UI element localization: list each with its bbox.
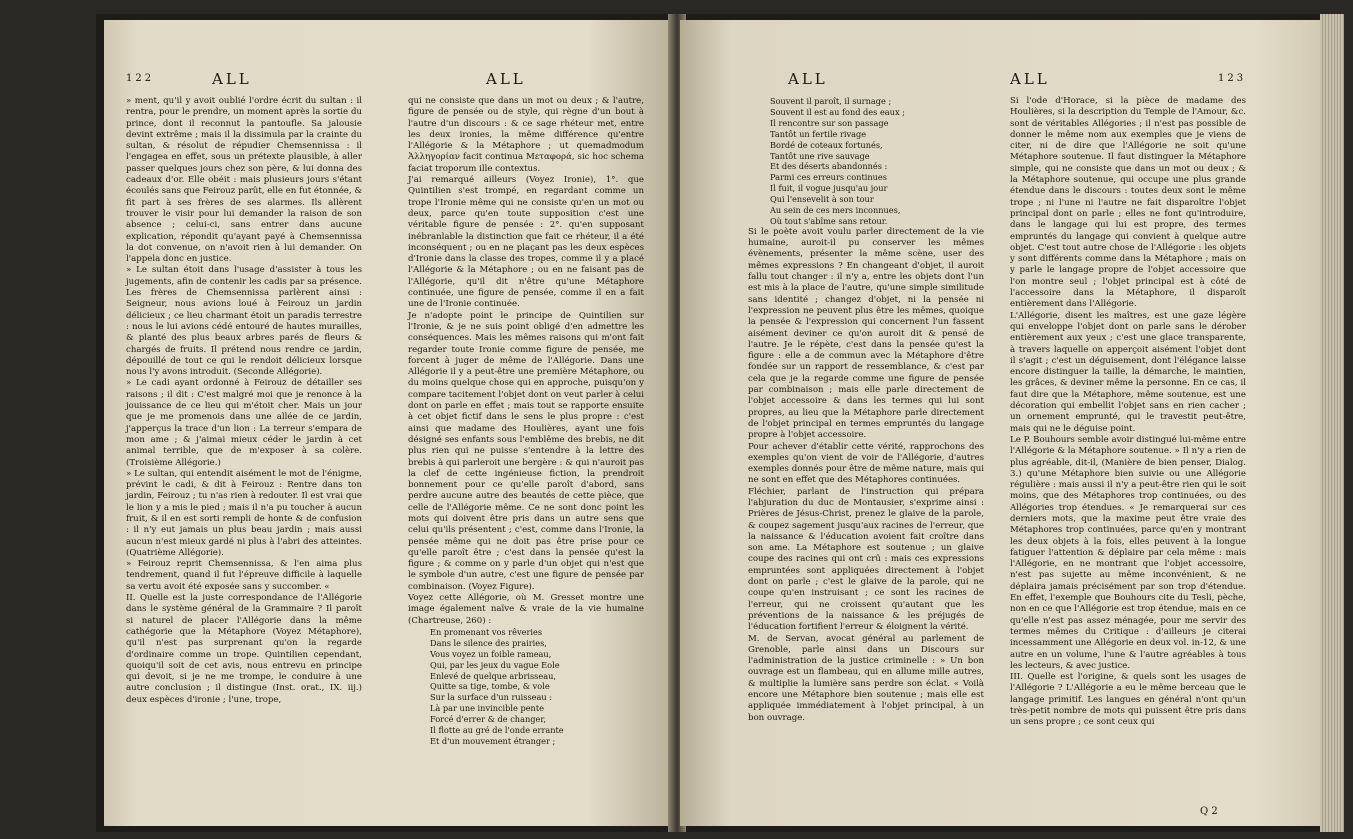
paragraph: » ment, qu'il y avoit oublié l'ordre écrit du sultan : il rentra, pour le prendre, un moment après la sortie du prince, dont il reconnut la pantoufle. Sa jalousie devint extrême ; mais il la dissimula par la crainte du sultan, & résolut de répudier Chemsennissa : il l'engagea en effet, sous un prétexte plausible, à aller passer quelques jours chez son père, & lui donna des cadeaux d'or. Elle obéit : mais plusieurs jours s'étant écoulés sans que Feirouz parût, elle en fut étonnée, & fit part à ses frères de ses alarmes. Ils allèrent trouver le visir pour lui demander la raison de son absence ; celui-ci, sans entrer dans aucune explication, répondit qu'ayant payé à Chemsennissa la dot convenue, on n'avoit rien à lui demander. On l'appela donc en justice. xyxy=(126,96,362,265)
paragraph: » Le sultan, qui entendit aisément le mot de l'énigme, prévint le cadi, & dit à Feirouz : Rentre dans ton jardin, Feirouz ; tu n'as rien à redouter. Il est vrai que le lion y a mis le pied ; mais il n'a pu toucher à aucun fruit, & il en est sorti rempli de honte & de confusion : il n'y eut jamais un plus beau jardin ; mais aussi aucun n'est mieux gardé ni plus à l'abri des atteintes. (Quatrième Allégorie). xyxy=(126,468,362,558)
poem-line: Vous voyez un foible rameau, xyxy=(430,648,552,659)
poem-line: Et d'un mouvement étranger ; xyxy=(430,736,556,747)
paragraph: Voyez cette Allégorie, où M. Gresset montre une image également naïve & vraie de la vie humaine (Chartreuse, 260) : xyxy=(408,593,644,626)
paragraph: L'Allégorie, disent les maîtres, est une gaze légère qui enveloppe l'objet dont on parle sans le dérober entièrement aux yeux ; c'est une glace transparente, à travers laquelle on apperçoit aisément l'objet dont il s'agit ; c'est un déguisement, dont l'élégance laisse encore distinguer la taille, la démarche, le maintien, les grâces, & deviner même la personne. En ce cas, il faut dire que la Métaphore, même soutenue, est une décoration qui embellit l'objet sans en rien cacher ; un ornement emprunté, qui le travestit peut-être, mais qui ne le déguise point. xyxy=(1010,310,1246,434)
poem-line: Qui l'ensevelit à son tour xyxy=(770,194,874,205)
paragraph: Fléchier, parlant de l'instruction qui prépara l'abjuration du duc de Montausier, s'exprime ainsi : Prières de Jésus-Christ, prenez le glaive de la parole, & coupez sagement jusqu'aux racines de l'erreur, que la naissance & l'éducation avoient fait croître dans son ame. La Métaphore est soutenue ; un glaive coupe des racines qui ont crû : mais ces expressions empruntées sont appliquées directement à l'objet dont on parle ; c'est le glaive de la parole, qui ne coupe qu'en instruisant ; ce sont les racines de l'erreur, qui ne croissent qu'autant que les préventions de la naissance & les préjugés de l'éducation fortifient l'erreur & éloignent la vérité. xyxy=(748,486,984,633)
paragraph: qui ne consiste que dans un mot ou deux ; & l'autre, figure de pensée ou de style, qui règne d'un bout à l'autre d'un discours : & ce sage rhéteur met, entre les deux ironies, la même différence qu'entre l'Allégorie & la Métaphore ; ut quemadmodum Ἀλληγορίαν facit continua Μεταφορά, sic hoc schema faciat troporum ille contextus. xyxy=(408,96,644,174)
poem-line: Il rencontre sur son passage xyxy=(770,117,889,128)
poem-line: Au sein de ces mers inconnues, xyxy=(770,205,901,216)
paragraph: Je n'adopte point le principe de Quintilien sur l'Ironie, & je ne suis point obligé d'en admettre les conséquences. Mais les mêmes raisons qui m'ont fait regarder toute Ironie comme figure de pensée, me forcent à juger de même de l'Allégorie. Dans une Allégorie il y a peut-être une première Métaphore, ou du moins quelque chose qui en approche, puisqu'on y compare tacitement l'objet dont on veut parler à celui dont on parle en effet ; mais tout se rapporte ensuite à cet objet fictif dans le sens le plus propre : c'est ainsi que madame des Houlières, ayant une fois désigné ses enfants sous l'emblême des brebis, ne dit plus rien qui ne puisse s'entendre à la lettre des brebis à qui parleroit une bergère : & qui n'auroit pas la clef de cette ingénieuse fiction, la prendroit bonnement pour ce qu'elle paroît d'abord, sans perdre aucune autre des beautés de cette pièce, que celle de l'Allégorie même. Ce ne sont donc point les mots qui doivent être pris dans un autre sens que celui qu'ils présentent ; c'est, comme dans l'Ironie, la pensée même qui ne doit pas être prise pour ce qu'elle paroît être ; c'est dans la pensée qu'est la figure ; & comme on y parle d'un objet qui n'est que le symbole d'un autre, c'est une figure de pensée par combinaison. (Voyez Figure). xyxy=(408,310,644,592)
poem-line: Sur la surface d'un ruisseau : xyxy=(430,692,553,703)
paragraph: » Feirouz reprit Chemsennissa, & l'en aima plus tendrement, quand il fut l'épreuve difficile à laquelle sa vertu avoit été exposée sans y succomber. « xyxy=(126,559,362,592)
paragraph: III. Quelle est l'origine, & quels sont les usages de l'Allégorie ? L'Allégorie a eu le même berceau que le langage primitif. Les langues en général n'ont qu'un très-petit nombre de mots qui puissent être pris dans un sens propre ; ce sont ceux qui xyxy=(1010,672,1246,728)
running-head-right: ALL xyxy=(1010,70,1050,88)
poem-line: Et des déserts abandonnés : xyxy=(770,161,888,172)
running-head-left: ALL xyxy=(788,70,828,88)
left-column-1 xyxy=(126,96,362,706)
poem-line: Enlevé de quelque arbrisseau, xyxy=(430,670,556,681)
poem-line: Forcé d'errer & de changer, xyxy=(430,714,546,725)
poem-line: En promenant vos rêveries xyxy=(430,626,543,637)
poem-line: Souvent il est au fond des eaux ; xyxy=(770,106,905,117)
paragraph: II. Quelle est la juste correspondance de l'Allégorie dans le système général de la Grammaire ? Il paroît si naturel de placer l'Allégorie dans la même cathégorie que la Métaphore (Voyez Métaphore), qu'il n'est pas surprenant qu'on la regarde d'ordinaire comme un trope. Quintilien cependant, quoiqu'il soit de cet avis, nous entrevu en principe qui devoit, si je ne me trompe, le conduire à une autre conclusion ; il distingue (Inst. orat., IX. iij.) deux espèces d'ironie ; l'une, trope, xyxy=(126,593,362,705)
paragraph: » Le cadi ayant ordonné à Feirouz de détailler ses raisons ; il dit : C'est malgré moi que je renonce à la jouissance de ce lieu qui m'étoit cher. Mais un jour que je me promenois dans une allée de ce jardin, j'apperçus la trace d'un lion : La terreur s'empara de mon ame ; & j'aimai mieux céder le jardin à cet animal terrible, que de m'exposer à sa colère. (Troisième Allégorie.) xyxy=(126,378,362,468)
poem-line: Bordé de coteaux fortunés, xyxy=(770,139,883,150)
paragraph: Si le poète avoit voulu parler directement de la vie humaine, auroit-il pu conserver les mêmes évènements, présenter la même scène, user des mêmes expressions ? En changeant d'objet, il auroit fallu tout changer : il n'y a, entre les objets dont l'un est mis à la place de l'autre, qu'une simple similitude sans identité ; changez d'objet, ni la pensée ni l'expression ne peuvent plus être les mêmes, quoique la pensée & l'expression qui concernent l'un fassent aisément deviner ce qu'on auroit dit & pensé de l'autre. Je le répète, c'est dans la pensée qu'est la figure : elle a de commun avec la Métaphore d'être fondée sur un rapport de ressemblance, & c'est par cela que je la regarde comme une figure de pensée par combinaison ; mais elle parle directement de l'objet accessoire & dans les termes qui lui sont propres, au lieu que la Métaphore parle directement de l'objet principal en termes empruntés du langage propre à l'objet accessoire. xyxy=(748,226,984,441)
left-running-head xyxy=(104,70,674,92)
signature-mark: Q 2 xyxy=(1200,806,1218,817)
left-page xyxy=(104,20,674,826)
poem-line: Où tout s'abîme sans retour. xyxy=(770,215,888,226)
poem-line: Quitte sa tige, tombe, & vole xyxy=(430,681,550,692)
right-column-2 xyxy=(1010,96,1246,729)
paragraph: J'ai remarqué ailleurs (Voyez Ironie), 1°. que Quintilien s'est trompé, en regardant comme un trope l'Ironie même qui ne consiste qu'en un mot ou deux, parce qu'en toute supposition c'est une véritable figure de pensée : 2°. qu'en supposant inébranlable la distinction que fait ce rhéteur, il a été inconséquent ; ou en ne plaçant pas les deux espèces d'Ironie dans la classe des tropes, comme il y a placé l'Allégorie & la Métaphore ; ou en ne faisant pas de l'Allégorie, qu'il dit n'être qu'une Métaphore continuée, une figure de pensée, comme il en a fait une de l'Ironie continuée. xyxy=(408,175,644,310)
poem-line: Qui, par les jeux du vague Eole xyxy=(430,659,560,670)
poem-line: Souvent il paroît, il surnage ; xyxy=(770,96,892,106)
right-running-head xyxy=(680,70,1320,92)
poem-line: Il fuit, il vogue jusqu'au jour xyxy=(770,183,888,194)
poem-line: Tantôt une rive sauvage xyxy=(770,150,870,161)
poem-line: Là par une invincible pente xyxy=(430,703,544,714)
page-number: 122 xyxy=(126,73,155,84)
left-column-2 xyxy=(408,96,644,747)
running-head-right: ALL xyxy=(486,70,526,88)
page-edges xyxy=(1320,14,1344,832)
paragraph: Le P. Bouhours semble avoir distingué lui-même entre l'Allégorie & la Métaphore soutenue. » Il n'y a rien de plus agréable, dit-il, (Manière de bien penser, Dialog. 3.) qu'une Métaphore bien suivie ou une Allégorie régulière : mais aussi il n'y a peut-être rien qui le soit moins, que des Métaphores trop continuées, ou des Allégories trop étendues. « Je remarquerai sur ces derniers mots, que la maxime peut être vraie des Métaphores trop continuées, parce qu'en y montrant les deux objets à la fois, elles peuvent à la longue fatiguer l'attention & déplaire par cela même : mais l'Allégorie, en ne montrant que l'objet accessoire, n'est pas sujette au même inconvénient, & ne déplaira jamais précisément par son trop d'étendue. En effet, l'exemple que Bouhours cite du Tesli, pèche, non en ce que l'Allégorie est trop étendue, mais en ce qu'elle n'est pas assez ménagée, pour me servir des termes mêmes du Critique : d'ailleurs je citerai incessamment une Allégorie en deux vol. in-12, & une autre en un volume, l'une & l'autre agréables à tous les lecteurs, & avec justice. xyxy=(1010,434,1246,671)
running-head-left: ALL xyxy=(212,70,252,88)
poem-line: Dans le silence des prairies, xyxy=(430,637,547,648)
paragraph: Pour achever d'établir cette vérité, rapprochons des exemples qu'on vient de voir de l'Allégorie, d'autres exemples donnés pour être de même nature, mais qui ne sont en effet que des Métaphores continuées. xyxy=(748,441,984,486)
poem-line: Il flotte au gré de l'onde errante xyxy=(430,725,564,736)
paragraph: M. de Servan, avocat général au parlement de Grenoble, parle ainsi dans un Discours sur l'administration de la justice criminelle : » Un bon ouvrage est un flambeau, qui en allume mille autres, & multiplie la lumière sans perdre son éclat. « Voilà encore une Métaphore bien soutenue ; mais elle est appliquée immédiatement à l'objet principal, à un bon ouvrage. xyxy=(748,633,984,723)
right-column-1 xyxy=(748,96,984,724)
open-book xyxy=(96,14,1344,832)
poem-line: Parmi ces erreurs continues xyxy=(770,172,887,183)
paragraph: Si l'ode d'Horace, si la pièce de madame des Houlières, si la description du Temple de l'Amour, &c. sont de véritables Allégories ; il n'est pas possible de donner le même nom aux exemples que je viens de citer, ni de dire que l'Allégorie ne soit qu'une Métaphore soutenue. Il faut distinguer la Métaphore simple, qui ne consiste que dans un mot ou deux ; & la Métaphore soutenue, qui occupe une plus grande étendue dans le discours : toutes deux sont le même trope ; ni l'une ni l'autre ne fait disparoître l'objet principal dont on parle ; elles ne font qu'introduire, dans le langage qui lui est propre, des termes empruntés du langage qui convient à quelque autre objet. C'est tout autre chose de l'Allégorie : les objets y sont différents comme dans la Métaphore ; mais on y parle le langage propre de l'objet accessoire que l'on montre seul ; l'objet principal est à côté de l'accessoire dans la Métaphore, il disparoît entièrement dans l'Allégorie. xyxy=(1010,96,1246,310)
poem-line: Tantôt un fertile rivage xyxy=(770,128,867,139)
page-number: 123 xyxy=(1218,73,1247,84)
paragraph: » Le sultan étoit dans l'usage d'assister à tous les jugements, afin de contenir les cadis par sa présence. Les frères de Chemsennissa parlèrent ainsi : Seigneur, nous avions loué à Feirouz un jardin délicieux ; ce lieu charmant étoit un paradis terrestre : nous le lui avions cédé entouré de hautes murailles, & planté des plus beaux arbres parés de fleurs & chargés de fruits. Il prétend nous rendre ce jardin, dépouillé de tout ce qui le rendoit délicieux lorsque nous l'y avons introduit. (Seconde Allégorie). xyxy=(126,265,362,378)
right-page xyxy=(680,20,1320,826)
